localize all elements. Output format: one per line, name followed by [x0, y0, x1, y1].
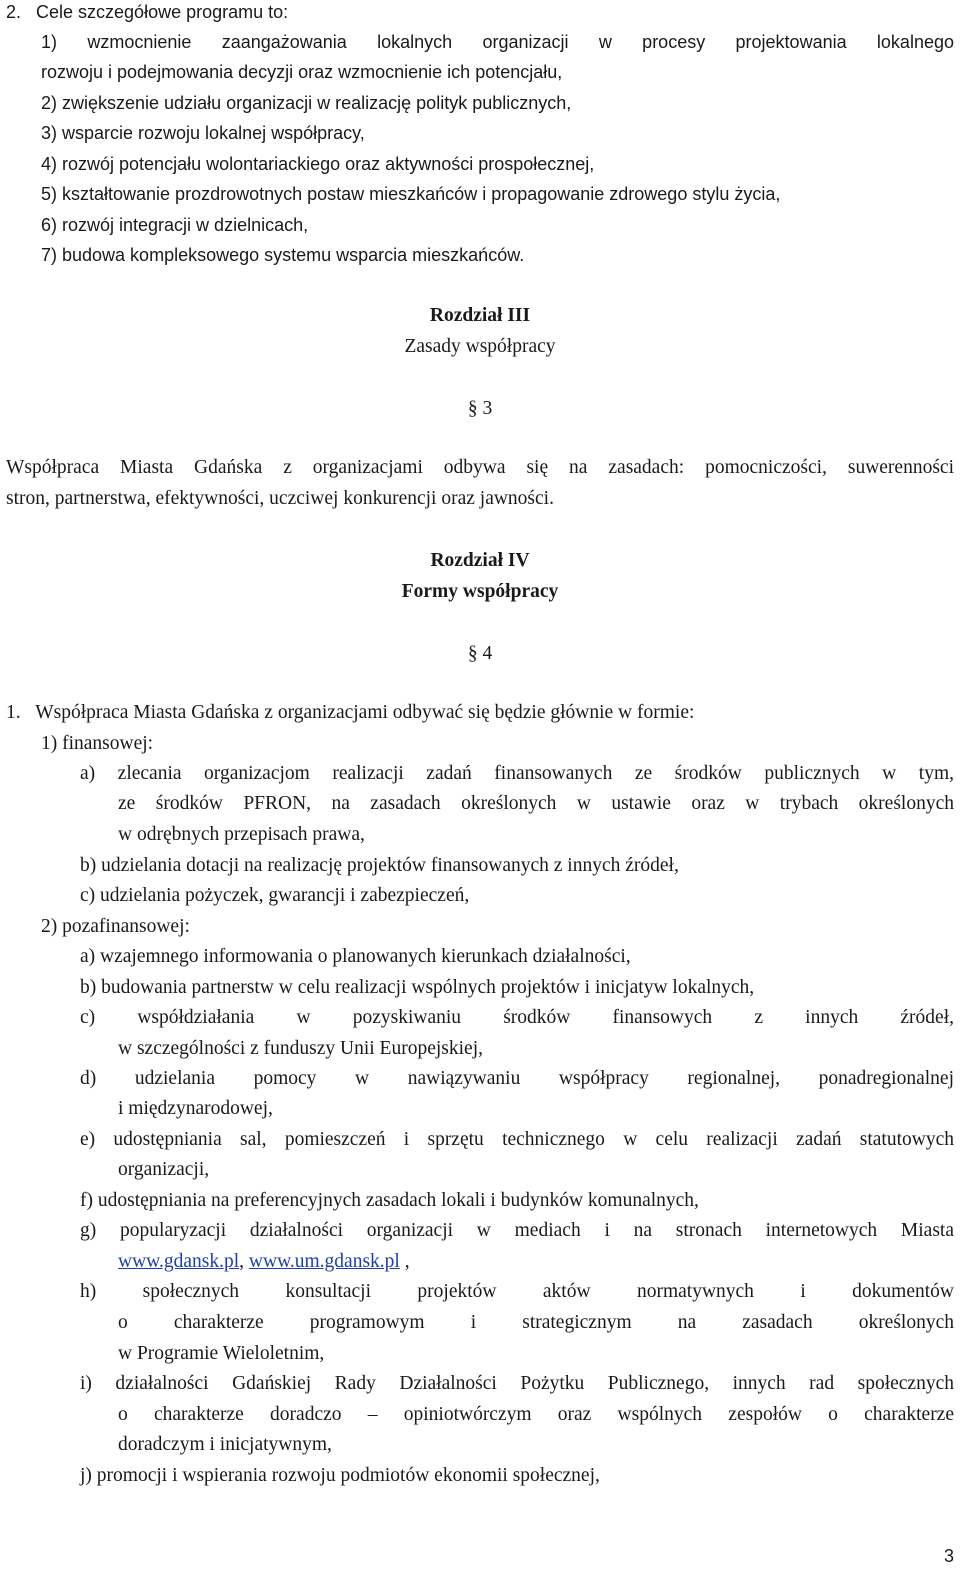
- goal-item: 3) wsparcie rozwoju lokalnej współpracy,: [41, 123, 365, 143]
- nonfinancial-item-i-cont: o charakterze doradczo – opiniotwórczym oraz wspólnych zespołów o charakterze: [118, 1404, 954, 1425]
- chapter4-point1: 1. Współpraca Miasta Gdańska z organizacjami odbywać się będzie głównie w formie:: [6, 702, 695, 723]
- link-end: ,: [399, 1251, 410, 1272]
- financial-item-a-cont: w odrębnych przepisach prawa,: [118, 824, 365, 845]
- nonfinancial-item-c-cont: w szczególności z funduszy Unii Europejskiej,: [118, 1038, 483, 1059]
- goal-item: rozwoju i podejmowania decyzji oraz wzmocnienie ich potencjału,: [41, 62, 563, 82]
- nonfinancial-item-i-cont: doradczym i inicjatywnym,: [118, 1434, 332, 1455]
- nonfinancial-item-f: f) udostępniania na preferencyjnych zasadach lokali i budynków komunalnych,: [80, 1190, 699, 1211]
- nonfinancial-item-g-cont: [118, 1250, 410, 1274]
- nonfinancial-item-h-cont: o charakterze programowym i strategicznym na zasadach określonych: [118, 1312, 954, 1333]
- chapter4-subtitle: Formy współpracy: [401, 581, 559, 602]
- financial-item-c: c) udzielania pożyczek, gwarancji i zabezpieczeń,: [80, 885, 470, 906]
- link-separator: ,: [239, 1251, 249, 1272]
- nonfinancial-item-c: c) współdziałania w pozyskiwaniu środków finansowych z innych źródeł,: [80, 1007, 954, 1028]
- page-number: 3: [943, 1546, 954, 1566]
- nonfinancial-label: 2) pozafinansowej:: [41, 916, 190, 937]
- nonfinancial-item-a: a) wzajemnego informowania o planowanych kierunkach działalności,: [80, 946, 631, 967]
- goal-item: 7) budowa kompleksowego systemu wsparcia mieszkańców.: [41, 245, 525, 265]
- gdansk-link[interactable]: www.gdansk.pl: [118, 1251, 240, 1272]
- chapter4-title: Rozdział IV: [430, 550, 530, 571]
- chapter3-text-line: stron, partnerstwa, efektywności, uczciwej konkurencji oraz jawności.: [6, 488, 554, 509]
- financial-item-b: b) udzielania dotacji na realizację projektów finansowanych z innych źródeł,: [80, 855, 679, 876]
- nonfinancial-item-d: d) udzielania pomocy w nawiązywaniu współpracy regionalnej, ponadregionalnej: [80, 1068, 954, 1089]
- financial-item-a: a) zlecania organizacjom realizacji zadań finansowanych ze środków publicznych w tym,: [80, 763, 954, 784]
- goal-item: 2) zwiększenie udziału organizacji w realizację polityk publicznych,: [41, 93, 572, 113]
- nonfinancial-item-i: i) działalności Gdańskiej Rady Działalności Pożytku Publicznego, innych rad społecznych: [80, 1373, 954, 1394]
- nonfinancial-item-h: h) społecznych konsultacji projektów aktów normatywnych i dokumentów: [80, 1281, 954, 1302]
- financial-item-a-cont: ze środków PFRON, na zasadach określonych w ustawie oraz w trybach określonych: [118, 793, 954, 814]
- chapter3-paragraph-mark: § 3: [467, 398, 493, 419]
- chapter3-text-line: Współpraca Miasta Gdańska z organizacjami odbywa się na zasadach: pomocniczości, suwerenności: [6, 457, 954, 478]
- nonfinancial-item-j: j) promocji i wspierania rozwoju podmiotów ekonomii społecznej,: [80, 1465, 600, 1486]
- financial-label: 1) finansowej:: [41, 733, 154, 754]
- goal-item: 6) rozwój integracji w dzielnicach,: [41, 215, 309, 235]
- nonfinancial-item-d-cont: i międzynarodowej,: [118, 1098, 273, 1119]
- chapter3-subtitle: Zasady współpracy: [404, 336, 556, 357]
- um-gdansk-link[interactable]: www.um.gdansk.pl: [248, 1251, 400, 1272]
- nonfinancial-item-h-cont: w Programie Wieloletnim,: [118, 1343, 325, 1364]
- goal-item: 5) kształtowanie prozdrowotnych postaw mieszkańców i propagowanie zdrowego stylu życia,: [41, 184, 781, 204]
- chapter4-paragraph-mark: § 4: [467, 643, 493, 664]
- chapter3-title: Rozdział III: [429, 305, 531, 326]
- nonfinancial-item-e-cont: organizacji,: [118, 1159, 210, 1180]
- nonfinancial-item-e: e) udostępniania sal, pomieszczeń i sprzętu technicznego w celu realizacji zadań statutowych: [80, 1129, 954, 1150]
- nonfinancial-item-g: g) popularyzacji działalności organizacji w mediach i na stronach internetowych Miasta: [80, 1220, 954, 1241]
- goal-item: 4) rozwój potencjału wolontariackiego oraz aktywności prospołecznej,: [41, 154, 595, 174]
- goal-item: 1) wzmocnienie zaangażowania lokalnych organizacji w procesy projektowania lokalnego: [41, 32, 954, 52]
- goals-intro: 2. Cele szczegółowe programu to:: [6, 2, 289, 22]
- nonfinancial-item-b: b) budowania partnerstw w celu realizacji wspólnych projektów i inicjatyw lokalnych,: [80, 977, 755, 998]
